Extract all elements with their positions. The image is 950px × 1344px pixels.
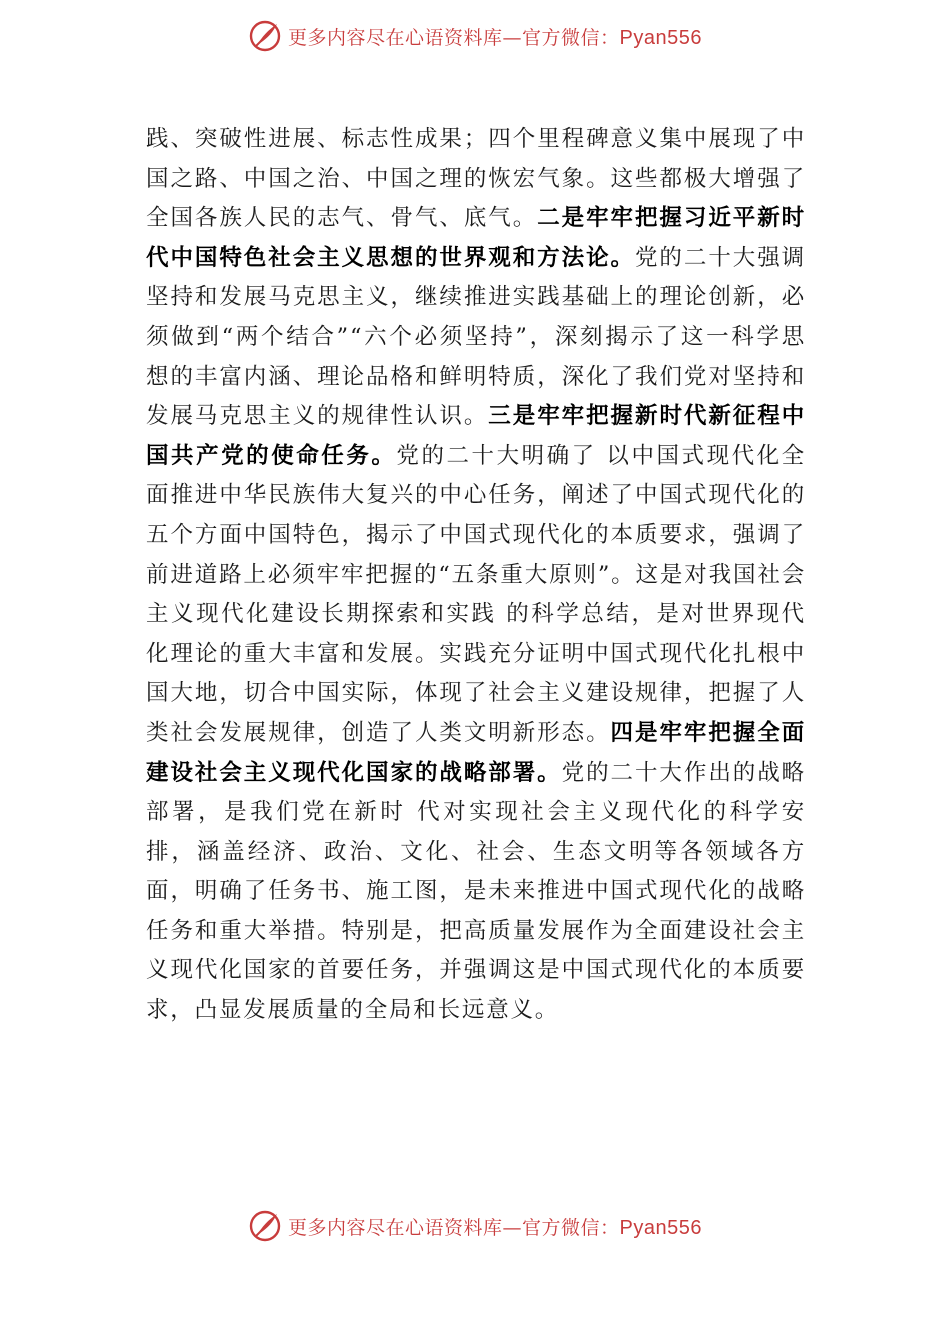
watermark-text: 更多内容尽在心语资料库—官方微信：Pyan556 — [288, 1216, 702, 1239]
bold-heading-segment: 二是牢牢把握习近平新时代中国特色社会主义思想的世界观和方法论。 — [146, 205, 806, 271]
footer-watermark — [0, 1206, 950, 1246]
body-paragraph — [146, 120, 806, 1031]
text-segment: 践、突破性进展、标志性成果；四个里程碑意义集中展现了中国之路、中国之治、中国之理的恢宏气象。这些都极大增强了全国各族人民的志气、骨气、底气。 — [146, 126, 806, 232]
bold-heading-segment: 三是牢牢把握新时代新征程中国共产党的使命任务。 — [146, 403, 806, 469]
document-body — [146, 120, 806, 1031]
header-watermark — [0, 16, 950, 56]
text-segment: 党的二十大强调坚持和发展马克思主义，继续推进实践基础上的理论创新，必须做到“两个结合”“六个必须坚持”，深刻揭示了这一科学思想的丰富内涵、理论品格和鲜明特质，深化了我们党对坚持和发展马克思主义的规律性认识。 — [146, 244, 806, 430]
text-segment: 党的二十大明确了 以中国式现代化全面推进中华民族伟大复兴的中心任务，阐述了中国式现代化的五个方面中国特色，揭示了中国式现代化的本质要求，强调了前进道路上必须牢牢把握的“五条重大原则”。这是对我国社会主义现代化建设长期探索和实践 的科学总结，是对世界现代化理论的重大丰富和发展。实践充分证明中国式现代化扎根中国大地，切合中国实际，体现了社会主义建设规律，把握了人类社会发展规律，创造了人类文明新形态。 — [146, 442, 806, 746]
quill-logo-icon — [248, 19, 282, 53]
text-segment: 党的二十大作出的战略部署，是我们党在新时 代对实现社会主义现代化的科学安排，涵盖经济、政治、文化、社会、生态文明等各领域各方面，明确了任务书、施工图，是未来推进中国式现代化的战略任务和重大举措。特别是，把高质量发展作为全面建设社会主义现代化国家的首要任务，并强调这是中国式现代化的本质要求，凸显发展质量的全局和长远意义。 — [146, 759, 806, 1024]
bold-heading-segment: 四是牢牢把握全面建设社会主义现代化国家的战略部署。 — [146, 719, 806, 786]
watermark-text: 更多内容尽在心语资料库—官方微信：Pyan556 — [288, 26, 702, 49]
quill-logo-icon — [248, 1209, 282, 1243]
